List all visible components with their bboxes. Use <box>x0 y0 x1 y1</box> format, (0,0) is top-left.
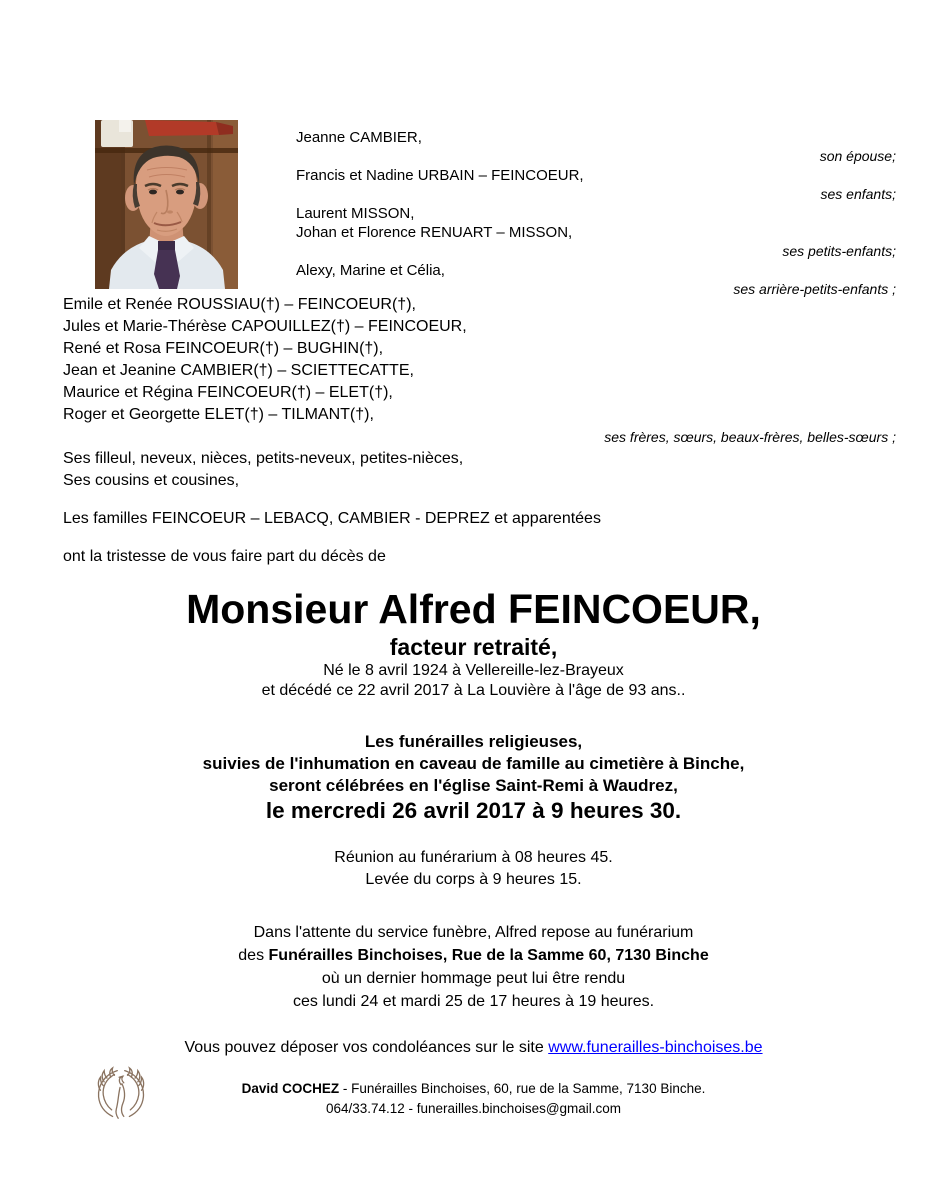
relation-label: son épouse; <box>819 148 896 164</box>
footer-address: - Funérailles Binchoises, 60, rue de la Samme, 7130 Binche. <box>339 1081 706 1096</box>
mourner-name: Jeanne CAMBIER, <box>296 129 422 146</box>
deceased-name: Monsieur Alfred FEINCOEUR, <box>186 586 761 632</box>
announcement-line: ont la tristesse de vous faire part du décès de <box>63 548 386 565</box>
mourner-name: René et Rosa FEINCOEUR(†) – BUGHIN(†), <box>63 340 384 357</box>
ceremony-line: seront célébrées en l'église Saint-Remi à Waudrez, <box>269 776 678 795</box>
footer-line-2: 064/33.74.12 - funerailles.binchoises@gmail.com <box>325 1101 622 1116</box>
close-family-section <box>0 128 947 299</box>
deceased-occupation: facteur retraité, <box>389 634 558 660</box>
extended-family-line: Ses cousins et cousines, <box>63 472 240 489</box>
family-list-section <box>63 294 896 568</box>
repose-section <box>0 921 947 1013</box>
repose-line: Dans l'attente du service funèbre, Alfred repose au funérarium <box>253 924 694 941</box>
mourner-name: Alexy, Marine et Célia, <box>296 262 445 279</box>
schedule-line: Levée du corps à 9 heures 15. <box>365 871 582 888</box>
families-line: Les familles FEINCOEUR – LEBACQ, CAMBIER - DEPREZ et apparentées <box>63 510 601 527</box>
footer-line-1 <box>0 1079 947 1099</box>
mourner-name: Laurent MISSON, <box>296 205 415 222</box>
relation-label: ses arrière-petits-enfants ; <box>733 281 896 297</box>
relation-label: ses frères, sœurs, beaux-frères, belles-sœurs ; <box>604 429 896 445</box>
ceremony-datetime: le mercredi 26 avril 2017 à 9 heures 30. <box>265 798 682 823</box>
mourner-name: Roger et Georgette ELET(†) – TILMANT(†), <box>63 406 374 423</box>
spacer <box>63 530 896 546</box>
schedule-section <box>0 847 947 891</box>
mourner-name: Maurice et Régina FEINCOEUR(†) – ELET(†), <box>63 384 393 401</box>
mourner-name: Johan et Florence RENUART – MISSON, <box>296 224 573 241</box>
mourner-name: Francis et Nadine URBAIN – FEINCOEUR, <box>296 167 584 184</box>
ceremony-line: suivies de l'inhumation en caveau de famille au cimetière à Binche, <box>202 754 745 773</box>
condolences-section <box>0 1038 947 1058</box>
mourner-name: Jean et Jeanine CAMBIER(†) – SCIETTECATTE, <box>63 362 414 379</box>
mourner-name: Emile et Renée ROUSSIAU(†) – FEINCOEUR(†), <box>63 296 416 313</box>
ceremony-line: Les funérailles religieuses, <box>364 732 583 751</box>
condolences-text: Vous pouvez déposer vos condoléances sur le site <box>184 1039 549 1056</box>
repose-address-bold: Funérailles Binchoises, Rue de la Samme 60, 7130 Binche <box>268 947 709 964</box>
repose-line: ces lundi 24 et mardi 25 de 17 heures à 19 heures. <box>292 993 655 1010</box>
relation-label: ses enfants; <box>820 186 896 202</box>
schedule-line: Réunion au funérarium à 08 heures 45. <box>334 849 613 866</box>
repose-address-line <box>0 944 947 967</box>
repose-address-prefix: des <box>238 947 269 964</box>
spacer <box>63 492 896 508</box>
footer-section <box>0 1079 947 1119</box>
extended-family-line: Ses filleul, neveux, nièces, petits-neveux, petites-nièces, <box>63 450 464 467</box>
repose-line: où un dernier hommage peut lui être rendu <box>321 970 626 987</box>
deceased-section <box>0 584 947 701</box>
mourner-name: Jules et Marie-Thérèse CAPOUILLEZ(†) – FEINCOEUR, <box>63 318 467 335</box>
death-line: et décédé ce 22 avril 2017 à La Louvière à l'âge de 93 ans.. <box>261 682 686 699</box>
ceremony-section <box>0 731 947 824</box>
condolences-website-link[interactable]: www.funerailles-binchoises.be <box>548 1039 763 1056</box>
funeral-director-name: David COCHEZ <box>241 1081 340 1096</box>
relation-label: ses petits-enfants; <box>782 243 896 259</box>
birth-line: Né le 8 avril 1924 à Vellereille-lez-Brayeux <box>323 662 624 679</box>
